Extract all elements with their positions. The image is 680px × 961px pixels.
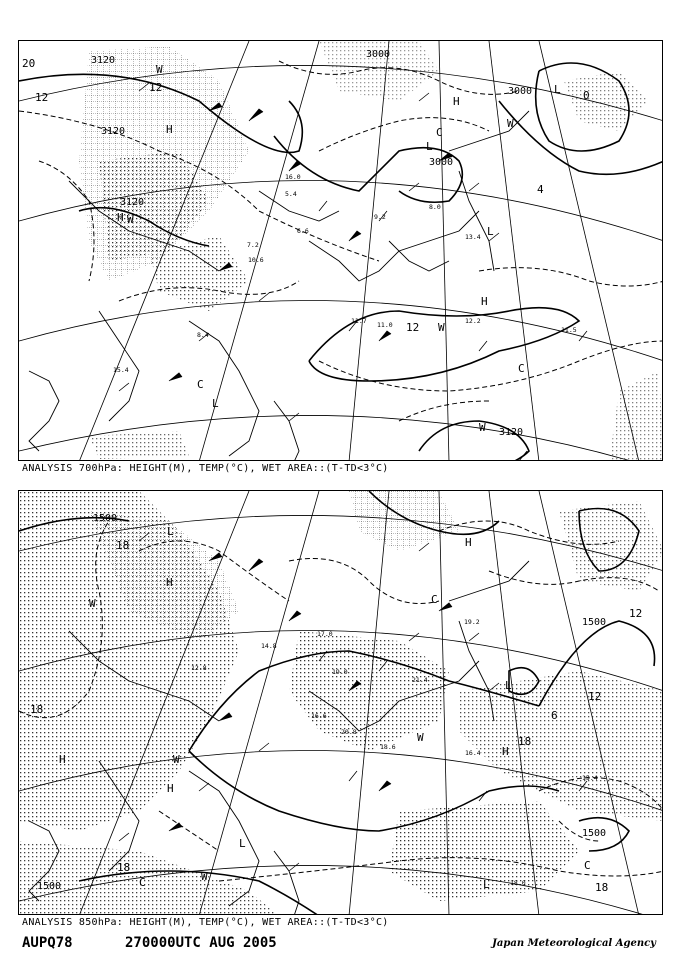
cold-center: C bbox=[436, 126, 443, 139]
station-value: 16.0 bbox=[285, 173, 301, 181]
high-center: H bbox=[166, 123, 173, 136]
temp-label: 6 bbox=[551, 709, 558, 722]
station-value: 11.0 bbox=[377, 321, 393, 329]
temp-label: 4 bbox=[537, 183, 544, 196]
wet-area-shading bbox=[19, 491, 663, 915]
warm-center: W bbox=[438, 321, 445, 334]
station-value: 7.2 bbox=[247, 241, 259, 249]
station-value: 19.0 bbox=[332, 668, 348, 676]
temp-label: 12 bbox=[149, 81, 163, 94]
temp-label: 18 bbox=[117, 861, 131, 874]
warm-center: W bbox=[417, 731, 424, 744]
warm-center: W bbox=[173, 753, 180, 766]
height-label: 3000 bbox=[429, 157, 454, 168]
station-value: 16.4 bbox=[465, 749, 481, 757]
temp-label: 12 bbox=[35, 91, 49, 104]
high-center: H bbox=[166, 576, 173, 589]
map-panel-700hpa bbox=[18, 40, 663, 461]
station-value: 8.4 bbox=[197, 331, 209, 339]
height-label: 3120 bbox=[120, 197, 145, 208]
high-center: H bbox=[117, 211, 124, 224]
station-value: 10.6 bbox=[248, 256, 264, 264]
caption-850hpa: ANALYSIS 850hPa: HEIGHT(M), TEMP(°C), WET AREA::(T-TD<3°C) bbox=[22, 917, 389, 928]
low-center: L bbox=[426, 140, 433, 153]
station-value: 16.6 bbox=[311, 712, 327, 720]
station-value: 13.4 bbox=[465, 233, 481, 241]
temp-label: 0 bbox=[583, 89, 590, 102]
low-center: L bbox=[505, 679, 512, 692]
temp-label: 18 bbox=[595, 881, 609, 894]
temp-label: 18 bbox=[116, 539, 130, 552]
cold-center: C bbox=[584, 859, 591, 872]
station-value: 8.0 bbox=[429, 203, 441, 211]
warm-center: W bbox=[507, 117, 514, 130]
map-850-canvas bbox=[19, 491, 663, 915]
warm-center: W bbox=[479, 421, 486, 434]
low-center: L bbox=[554, 83, 561, 96]
high-center: H bbox=[167, 782, 174, 795]
high-center: H bbox=[481, 295, 488, 308]
high-center: H bbox=[59, 753, 66, 766]
station-value: 18.0 bbox=[510, 879, 526, 887]
warm-center: W bbox=[156, 63, 163, 76]
low-center: L bbox=[487, 225, 494, 238]
low-center: L bbox=[167, 525, 174, 538]
wet-area-shading bbox=[79, 41, 663, 461]
cold-center: C bbox=[197, 378, 204, 391]
height-label: 3120 bbox=[499, 427, 524, 438]
temp-label: 12 bbox=[629, 607, 643, 620]
warm-center: W bbox=[127, 213, 134, 226]
cold-center: C bbox=[431, 593, 438, 606]
high-center: H bbox=[465, 536, 472, 549]
temp-label: 18 bbox=[518, 735, 532, 748]
height-label: 3000 bbox=[366, 49, 391, 60]
station-value: 5.4 bbox=[285, 190, 297, 198]
chart-code: AUPQ78 bbox=[22, 935, 73, 951]
cold-center: C bbox=[139, 876, 146, 889]
height-label: 1500 bbox=[93, 513, 118, 524]
height-label: 3120 bbox=[101, 126, 126, 137]
warm-center: W bbox=[201, 870, 208, 883]
temp-label: 18 bbox=[30, 703, 44, 716]
station-value: 9.2 bbox=[374, 213, 386, 221]
station-value: 15.4 bbox=[113, 366, 129, 374]
low-center: L bbox=[239, 837, 246, 850]
station-value: 11.5 bbox=[561, 326, 577, 334]
cold-center: C bbox=[518, 362, 525, 375]
temp-label: 12 bbox=[588, 690, 602, 703]
map-panel-850hpa bbox=[18, 490, 663, 915]
height-label: 3000 bbox=[508, 86, 533, 97]
high-center: H bbox=[502, 745, 509, 758]
map-700-canvas bbox=[19, 41, 663, 461]
station-value: 17.0 bbox=[317, 630, 333, 638]
station-value: 11.7 bbox=[351, 317, 367, 325]
height-label: 1500 bbox=[582, 828, 607, 839]
station-value: 12.2 bbox=[465, 317, 481, 325]
station-value: 18.6 bbox=[380, 743, 396, 751]
warm-center: W bbox=[89, 597, 96, 610]
caption-700hpa: ANALYSIS 700hPa: HEIGHT(M), TEMP(°C), WET AREA::(T-TD<3°C) bbox=[22, 463, 389, 474]
height-label: 1500 bbox=[37, 881, 62, 892]
low-center: L bbox=[212, 397, 219, 410]
temp-label: 20 bbox=[22, 57, 36, 70]
high-center: H bbox=[453, 95, 460, 108]
station-value: 14.8 bbox=[261, 642, 277, 650]
low-center: L bbox=[483, 878, 490, 891]
height-label: 1500 bbox=[582, 617, 607, 628]
agency-credit: Japan Meteorological Agency bbox=[492, 938, 656, 949]
station-value: 6.6 bbox=[297, 227, 309, 235]
valid-time: 270000UTC AUG 2005 bbox=[125, 935, 277, 951]
height-label: 3120 bbox=[91, 55, 116, 66]
station-value: 12.8 bbox=[191, 664, 207, 672]
station-value: 21.4 bbox=[412, 676, 428, 684]
station-value: 19.2 bbox=[464, 618, 480, 626]
temp-label: 12 bbox=[406, 321, 420, 334]
station-value: 15.4 bbox=[582, 774, 598, 782]
station-value: 20.8 bbox=[341, 728, 357, 736]
